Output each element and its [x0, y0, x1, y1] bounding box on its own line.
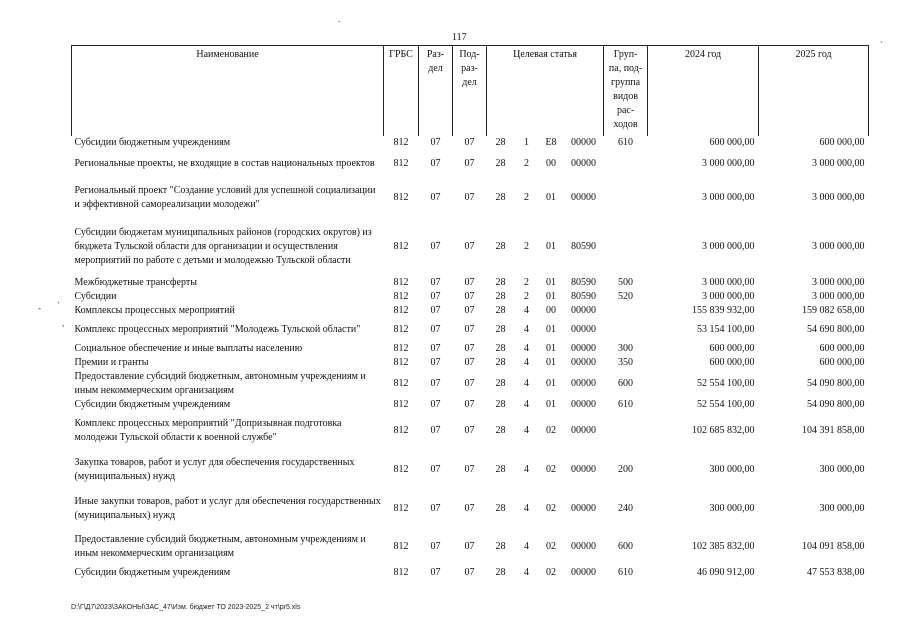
cell-program: 28 [495, 240, 506, 252]
header-expense-group: Груп- па, под- группа видов рас- ходов [604, 46, 648, 136]
row-name: Субсидии бюджетным учреждениям [74, 566, 231, 578]
cell-grbs: 812 [393, 136, 409, 148]
row-name: Субсидии [74, 290, 117, 302]
cell-program: 28 [495, 540, 506, 552]
table-row [72, 290, 869, 304]
cell-amount-2025: 47 553 838,00 [807, 566, 865, 578]
file-path-footer: D:\Г\Д7\2023\ЗАКОНЫ\ЗАС_47\Изм. бюджет ТО 2023-2025_2 чт\pr5.xls [71, 604, 301, 611]
cell-expense-group: 200 [618, 463, 634, 475]
cell-podrazdel: 07 [464, 566, 475, 578]
cell-podrazdel: 07 [464, 323, 475, 335]
cell-amount-2024: 155 839 932,00 [692, 304, 755, 316]
cell-razdel: 07 [430, 463, 441, 475]
cell-podrazdel: 07 [464, 342, 475, 354]
cell-amount-2024: 102 385 832,00 [692, 540, 755, 552]
cell-podrazdel: 07 [464, 424, 475, 436]
cell-program: 28 [495, 398, 506, 410]
row-name: Премии и гранты [74, 356, 149, 368]
cell-code: 00000 [571, 323, 597, 335]
cell-subprogram: 2 [524, 290, 529, 302]
cell-amount-2024: 102 685 832,00 [692, 424, 755, 436]
cell-subprogram: 4 [524, 540, 529, 552]
cell-expense-group: 240 [618, 502, 634, 514]
cell-amount-2025: 54 090 800,00 [807, 377, 865, 389]
row-name: Закупка товаров, работ и услуг для обеспечения государственных (муниципальных) нужд [74, 456, 355, 482]
cell-amount-2025: 159 082 658,00 [802, 304, 865, 316]
cell-code: 00000 [571, 540, 597, 552]
cell-direction: 02 [546, 502, 556, 514]
cell-subprogram: 2 [524, 157, 529, 169]
cell-amount-2025: 300 000,00 [819, 463, 865, 475]
table-row [72, 490, 869, 528]
cell-razdel: 07 [430, 377, 441, 389]
cell-code: 00000 [571, 566, 597, 578]
cell-razdel: 07 [430, 342, 441, 354]
cell-subprogram: 4 [524, 304, 529, 316]
cell-amount-2024: 600 000,00 [709, 136, 755, 148]
cell-amount-2025: 3 000 000,00 [812, 240, 865, 252]
cell-code: 00000 [571, 398, 597, 410]
table-row [72, 528, 869, 566]
cell-amount-2025: 104 391 858,00 [802, 424, 865, 436]
table-row [72, 276, 869, 290]
cell-direction: 02 [546, 540, 556, 552]
cell-expense-group: 610 [618, 566, 634, 578]
cell-expense-group: 600 [618, 377, 634, 389]
cell-subprogram: 4 [524, 342, 529, 354]
table-row [72, 356, 869, 370]
cell-code: 00000 [571, 136, 597, 148]
cell-program: 28 [495, 323, 506, 335]
cell-grbs: 812 [393, 240, 409, 252]
cell-podrazdel: 07 [464, 191, 475, 203]
cell-amount-2025: 54 090 800,00 [807, 398, 865, 410]
cell-direction: 01 [546, 398, 556, 410]
cell-subprogram: 2 [524, 240, 529, 252]
cell-grbs: 812 [393, 304, 409, 316]
cell-razdel: 07 [430, 398, 441, 410]
budget-table [71, 45, 869, 580]
table-row [72, 450, 869, 490]
cell-program: 28 [495, 191, 506, 203]
cell-amount-2024: 300 000,00 [709, 463, 755, 475]
table-row [72, 304, 869, 318]
cell-direction: 01 [546, 377, 556, 389]
cell-expense-group: 610 [618, 398, 634, 410]
cell-code: 00000 [571, 377, 597, 389]
table-row [72, 318, 869, 342]
header-target-article: Целевая статья [487, 46, 604, 136]
cell-razdel: 07 [430, 136, 441, 148]
row-name: Субсидии бюджетам муниципальных районов (городских округов) из бюджета Тульской области для организации и осуществления мероприятий по работе с детьми и молодежью Тульской области [74, 226, 372, 266]
cell-razdel: 07 [430, 304, 441, 316]
cell-program: 28 [495, 276, 506, 288]
cell-amount-2025: 3 000 000,00 [812, 290, 865, 302]
cell-direction: 00 [546, 304, 556, 316]
cell-code: 80590 [571, 290, 597, 302]
cell-program: 28 [495, 566, 506, 578]
cell-podrazdel: 07 [464, 377, 475, 389]
cell-subprogram: 1 [524, 136, 529, 148]
cell-direction: 02 [546, 463, 556, 475]
cell-amount-2025: 600 000,00 [819, 356, 865, 368]
cell-direction: E8 [545, 136, 557, 148]
cell-razdel: 07 [430, 540, 441, 552]
cell-amount-2024: 3 000 000,00 [702, 276, 755, 288]
cell-amount-2024: 3 000 000,00 [702, 191, 755, 203]
cell-program: 28 [495, 304, 506, 316]
cell-subprogram: 4 [524, 502, 529, 514]
cell-expense-group: 500 [618, 276, 634, 288]
header-grbs: ГРБС [384, 46, 419, 136]
table-row [72, 178, 869, 218]
cell-code: 80590 [571, 276, 597, 288]
cell-code: 00000 [571, 191, 597, 203]
scan-speck: ` [880, 40, 883, 50]
cell-amount-2025: 104 091 858,00 [802, 540, 865, 552]
cell-grbs: 812 [393, 342, 409, 354]
cell-amount-2024: 52 554 100,00 [697, 398, 755, 410]
cell-podrazdel: 07 [464, 463, 475, 475]
page-number: 117 [452, 32, 467, 43]
row-name: Межбюджетные трансферты [74, 276, 197, 288]
cell-direction: 02 [546, 566, 556, 578]
header-name: Наименование [72, 46, 384, 136]
cell-amount-2024: 600 000,00 [709, 342, 755, 354]
cell-amount-2025: 3 000 000,00 [812, 191, 865, 203]
cell-razdel: 07 [430, 356, 441, 368]
cell-razdel: 07 [430, 191, 441, 203]
header-razdel: Раз- дел [419, 46, 453, 136]
cell-grbs: 812 [393, 290, 409, 302]
scan-speck: , [62, 318, 65, 328]
cell-direction: 01 [546, 240, 556, 252]
cell-subprogram: 2 [524, 191, 529, 203]
cell-code: 00000 [571, 356, 597, 368]
cell-grbs: 812 [393, 191, 409, 203]
cell-grbs: 812 [393, 502, 409, 514]
cell-razdel: 07 [430, 323, 441, 335]
cell-code: 80590 [571, 240, 597, 252]
cell-razdel: 07 [430, 290, 441, 302]
scan-speck: - [38, 303, 41, 313]
cell-expense-group [604, 412, 648, 450]
cell-podrazdel: 07 [464, 136, 475, 148]
cell-code: 00000 [571, 157, 597, 169]
table-header-row [72, 46, 869, 136]
cell-podrazdel: 07 [464, 304, 475, 316]
cell-program: 28 [495, 356, 506, 368]
cell-direction: 01 [546, 276, 556, 288]
cell-expense-group: 610 [618, 136, 634, 148]
table-row [72, 566, 869, 580]
cell-program: 28 [495, 136, 506, 148]
cell-amount-2024: 3 000 000,00 [702, 157, 755, 169]
cell-amount-2024: 53 154 100,00 [697, 323, 755, 335]
cell-subprogram: 4 [524, 323, 529, 335]
cell-code: 00000 [571, 463, 597, 475]
cell-amount-2024: 52 554 100,00 [697, 377, 755, 389]
cell-podrazdel: 07 [464, 502, 475, 514]
scan-speck: ' [58, 300, 60, 310]
scan-speck: . [338, 14, 341, 24]
cell-program: 28 [495, 342, 506, 354]
cell-expense-group: 350 [618, 356, 634, 368]
header-2024: 2024 год [648, 46, 759, 136]
cell-razdel: 07 [430, 566, 441, 578]
cell-grbs: 812 [393, 157, 409, 169]
cell-subprogram: 4 [524, 566, 529, 578]
table-row [72, 218, 869, 276]
cell-subprogram: 2 [524, 276, 529, 288]
cell-grbs: 812 [393, 276, 409, 288]
cell-razdel: 07 [430, 502, 441, 514]
cell-direction: 01 [546, 342, 556, 354]
cell-subprogram: 4 [524, 377, 529, 389]
cell-razdel: 07 [430, 276, 441, 288]
cell-grbs: 812 [393, 424, 409, 436]
table-row [72, 342, 869, 356]
cell-code: 00000 [571, 342, 597, 354]
cell-expense-group: 520 [618, 290, 634, 302]
table-row [72, 370, 869, 398]
cell-amount-2025: 600 000,00 [819, 342, 865, 354]
cell-code: 00000 [571, 424, 597, 436]
row-name: Региональный проект "Создание условий для успешной социализации и эффективной самореализации молодежи" [74, 184, 376, 210]
row-name: Предоставление субсидий бюджетным, автономным учреждениям и иным некоммерческим организациям [74, 533, 366, 559]
cell-amount-2024: 3 000 000,00 [702, 240, 755, 252]
cell-grbs: 812 [393, 398, 409, 410]
cell-direction: 01 [546, 356, 556, 368]
cell-code: 00000 [571, 502, 597, 514]
cell-amount-2024: 46 090 912,00 [697, 566, 755, 578]
cell-direction: 01 [546, 290, 556, 302]
cell-subprogram: 4 [524, 356, 529, 368]
cell-program: 28 [495, 290, 506, 302]
cell-podrazdel: 07 [464, 290, 475, 302]
cell-expense-group [604, 178, 648, 218]
cell-expense-group [604, 150, 648, 178]
cell-code: 00000 [571, 304, 597, 316]
cell-expense-group [604, 318, 648, 342]
cell-program: 28 [495, 157, 506, 169]
row-name: Субсидии бюджетным учреждениям [74, 398, 231, 410]
cell-amount-2024: 600 000,00 [709, 356, 755, 368]
cell-amount-2025: 600 000,00 [819, 136, 865, 148]
cell-grbs: 812 [393, 377, 409, 389]
cell-program: 28 [495, 424, 506, 436]
row-name: Комплекс процессных мероприятий "Допризывная подготовка молодежи Тульской области к военной службе" [74, 417, 342, 443]
cell-expense-group: 600 [618, 540, 634, 552]
cell-subprogram: 4 [524, 424, 529, 436]
cell-podrazdel: 07 [464, 157, 475, 169]
header-podrazdel: Под- раз- дел [453, 46, 487, 136]
row-name: Региональные проекты, не входящие в состав национальных проектов [74, 157, 375, 169]
cell-subprogram: 4 [524, 398, 529, 410]
cell-expense-group: 300 [618, 342, 634, 354]
row-name: Предоставление субсидий бюджетным, автономным учреждениям и иным некоммерческим организациям [74, 370, 366, 396]
cell-podrazdel: 07 [464, 276, 475, 288]
row-name: Комплекс процессных мероприятий "Молодежь Тульской области" [74, 323, 361, 335]
cell-grbs: 812 [393, 323, 409, 335]
cell-amount-2025: 3 000 000,00 [812, 276, 865, 288]
cell-grbs: 812 [393, 566, 409, 578]
table-row [72, 398, 869, 412]
header-2025: 2025 год [759, 46, 869, 136]
cell-podrazdel: 07 [464, 356, 475, 368]
cell-direction: 02 [546, 424, 556, 436]
table-body [72, 136, 869, 580]
cell-grbs: 812 [393, 540, 409, 552]
cell-program: 28 [495, 463, 506, 475]
cell-amount-2025: 54 690 800,00 [807, 323, 865, 335]
cell-expense-group [604, 304, 648, 318]
table-row [72, 412, 869, 450]
cell-program: 28 [495, 502, 506, 514]
cell-expense-group [604, 218, 648, 276]
cell-grbs: 812 [393, 356, 409, 368]
cell-podrazdel: 07 [464, 540, 475, 552]
cell-amount-2024: 300 000,00 [709, 502, 755, 514]
row-name: Иные закупки товаров, работ и услуг для обеспечения государственных (муниципальных) нужд [74, 495, 381, 521]
cell-grbs: 812 [393, 463, 409, 475]
cell-razdel: 07 [430, 424, 441, 436]
row-name: Социальное обеспечение и иные выплаты населению [74, 342, 303, 354]
cell-podrazdel: 07 [464, 240, 475, 252]
cell-amount-2025: 300 000,00 [819, 502, 865, 514]
row-name: Субсидии бюджетным учреждениям [74, 136, 231, 148]
table-row [72, 150, 869, 178]
cell-direction: 01 [546, 323, 556, 335]
cell-amount-2025: 3 000 000,00 [812, 157, 865, 169]
cell-program: 28 [495, 377, 506, 389]
cell-amount-2024: 3 000 000,00 [702, 290, 755, 302]
table-row [72, 136, 869, 150]
cell-razdel: 07 [430, 157, 441, 169]
row-name: Комплексы процессных мероприятий [74, 304, 235, 316]
cell-direction: 00 [546, 157, 556, 169]
cell-subprogram: 4 [524, 463, 529, 475]
cell-direction: 01 [546, 191, 556, 203]
cell-podrazdel: 07 [464, 398, 475, 410]
cell-razdel: 07 [430, 240, 441, 252]
